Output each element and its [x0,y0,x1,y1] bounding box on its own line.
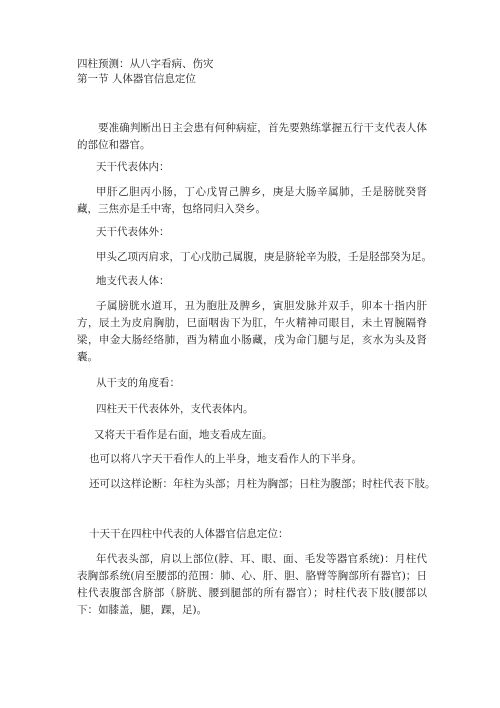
sizhu-line: 四柱天干代表体外，支代表体内。 [96,403,254,415]
ganzhi-angle-line: 从干支的角度看： [96,377,180,389]
pillars-line: 还可以这样论断：年柱为头部；月柱为胸部；日柱为腹部；时柱代表下肢。 [89,478,436,490]
document-title: 四柱预测：从八字看病、伤灾 [77,58,214,70]
tiangan-outer-text: 甲头乙项丙肩求，丁心戊肋己属腹，庚是脐轮辛为股，壬是胫部癸为足。 [96,251,432,263]
tiangan-inner-text: 甲肝乙胆丙小肠，丁心戊胃己脾乡，庚是大肠辛属肺，壬是膀胱癸肾藏，三焦亦是壬中寄，包络同归入癸乡。 [77,186,427,215]
section-title: 第一节 人体器官信息定位 [77,73,196,85]
dizhi-heading: 地支代表人体： [96,275,170,287]
halfbody-line: 也可以将八字天干看作人的上半身，地支看作人的下半身。 [89,453,362,465]
shitian-heading: 十天干在四柱中代表的人体器官信息定位： [89,528,289,540]
tiangan-inner-heading: 天干代表体内： [96,161,170,173]
dizhi-text: 子属膀胱水道耳，丑为胞肚及脾乡，寅胆发脉并双手，卯本十指内肝方，辰土为皮肩胸肋，巳面咽齿下为肛，午火精神司眼目，未土胃腕隔脊梁，申金大肠经络肺，酉为精血小肠藏，戌为命门腿与足，亥水为头及肾囊。 [77,300,427,363]
tiangan-outer-heading: 天干代表体外： [96,226,170,238]
intro-paragraph: 要准确判断出日主会患有何种病症，首先要熟练掌握五行干支代表人体的部位和器官。 [77,122,427,151]
shitian-text: 年代表头部，肩以上部位(脖、耳、眼、面、毛发等器官系统)：月柱代表胸部系统(肩至腰部的范围：肺、心、肝、胆、胳臂等胸部所有器官)；日柱代表腹部含脐部（脐胱、腰到腿部的所有器官）；时柱代表下肢(腰部以下：如膝盖，腿，踝，足)。 [77,553,427,616]
leftright-line: 又将天干看作是右面，地支看成左面。 [94,429,273,441]
